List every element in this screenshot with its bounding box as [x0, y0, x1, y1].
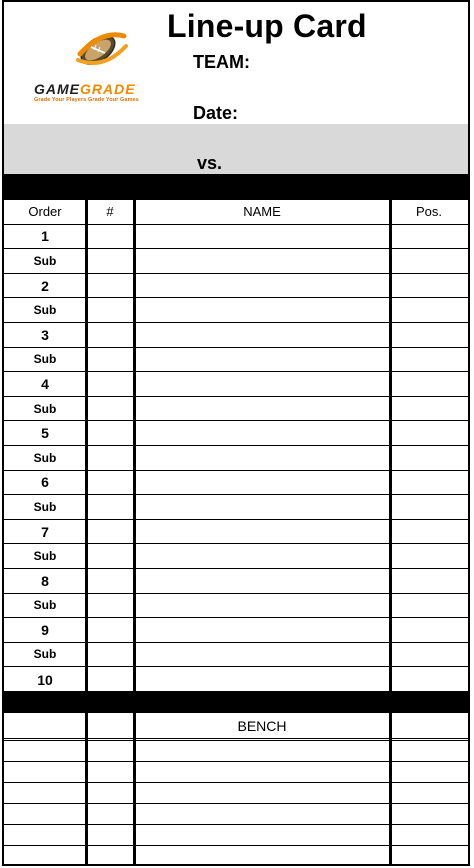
- header-divider: [4, 174, 468, 200]
- number-cell[interactable]: [86, 372, 134, 396]
- table-row: [4, 471, 468, 496]
- position-cell[interactable]: [390, 323, 468, 347]
- position-cell[interactable]: [390, 446, 468, 470]
- position-cell[interactable]: [390, 618, 468, 642]
- number-cell[interactable]: [86, 520, 134, 544]
- position-cell[interactable]: [390, 643, 468, 667]
- table-row: [4, 667, 468, 692]
- bench-row[interactable]: [4, 762, 468, 783]
- position-cell[interactable]: [390, 372, 468, 396]
- name-cell[interactable]: [134, 225, 390, 249]
- table-row: [4, 520, 468, 545]
- order-cell: Sub: [33, 499, 57, 514]
- number-cell[interactable]: [86, 323, 134, 347]
- col-header-position: Pos.: [415, 204, 442, 220]
- order-cell: Sub: [33, 647, 57, 662]
- name-cell[interactable]: [134, 446, 390, 470]
- table-row: [4, 569, 468, 594]
- name-cell[interactable]: [134, 544, 390, 568]
- name-cell[interactable]: [134, 520, 390, 544]
- lineup-table: [4, 200, 468, 692]
- order-cell: Sub: [33, 401, 57, 416]
- col-divider-number: [133, 200, 136, 691]
- bench-row[interactable]: [4, 741, 468, 762]
- number-cell[interactable]: [86, 421, 134, 445]
- bench-col-divider-1: [85, 713, 88, 866]
- order-cell: Sub: [33, 303, 57, 318]
- position-cell[interactable]: [390, 348, 468, 372]
- position-cell[interactable]: [390, 471, 468, 495]
- order-cell: 10: [37, 671, 53, 688]
- table-row: [4, 298, 468, 323]
- table-row: [4, 274, 468, 299]
- position-cell[interactable]: [390, 520, 468, 544]
- table-row: [4, 323, 468, 348]
- col-header-number: #: [106, 204, 114, 220]
- card-title: Line-up Card: [167, 8, 367, 44]
- table-row: [4, 495, 468, 520]
- number-cell[interactable]: [86, 569, 134, 593]
- table-row: [4, 643, 468, 668]
- bench-label: BENCH: [237, 717, 287, 734]
- table-row: [4, 372, 468, 397]
- table-row: [4, 397, 468, 422]
- number-cell[interactable]: [86, 249, 134, 273]
- bench-row[interactable]: [4, 846, 468, 867]
- bench-col-divider-3: [389, 713, 392, 866]
- table-row: [4, 249, 468, 274]
- bench-divider: [4, 691, 468, 713]
- name-cell[interactable]: [134, 569, 390, 593]
- number-cell[interactable]: [86, 348, 134, 372]
- order-cell: Sub: [33, 253, 57, 268]
- logo-tagline: Grade Your Players Grade Your Games: [34, 97, 139, 103]
- name-cell[interactable]: [134, 618, 390, 642]
- position-cell[interactable]: [390, 298, 468, 322]
- position-cell[interactable]: [390, 249, 468, 273]
- number-cell[interactable]: [86, 274, 134, 298]
- number-cell[interactable]: [86, 471, 134, 495]
- position-cell[interactable]: [390, 495, 468, 519]
- name-cell[interactable]: [134, 348, 390, 372]
- order-cell: Sub: [33, 352, 57, 367]
- col-header-order: Order: [28, 204, 62, 220]
- number-cell[interactable]: [86, 643, 134, 667]
- team-label: TEAM:: [193, 52, 250, 72]
- table-row: [4, 225, 468, 250]
- position-cell[interactable]: [390, 421, 468, 445]
- order-cell: 1: [41, 228, 49, 245]
- order-cell: 5: [41, 425, 49, 442]
- table-row: [4, 544, 468, 569]
- table-header-row: [4, 200, 468, 225]
- name-cell[interactable]: [134, 667, 390, 692]
- position-cell[interactable]: [390, 225, 468, 249]
- order-cell: Sub: [33, 598, 57, 613]
- bench-col-divider-2: [133, 713, 136, 866]
- order-cell: 7: [41, 523, 49, 540]
- bench-table: [4, 741, 468, 867]
- name-cell[interactable]: [134, 594, 390, 618]
- position-cell[interactable]: [390, 667, 468, 692]
- col-header-name: NAME: [243, 204, 281, 220]
- col-divider-order: [85, 200, 88, 691]
- number-cell[interactable]: [86, 298, 134, 322]
- order-cell: Sub: [33, 549, 57, 564]
- name-cell[interactable]: [134, 274, 390, 298]
- logo-wordmark: GAMEGRADE: [34, 81, 136, 97]
- name-cell[interactable]: [134, 249, 390, 273]
- position-cell[interactable]: [390, 544, 468, 568]
- number-cell[interactable]: [86, 446, 134, 470]
- name-cell[interactable]: [134, 471, 390, 495]
- order-cell: 2: [41, 277, 49, 294]
- date-label: Date:: [193, 103, 239, 123]
- order-cell: 9: [41, 621, 49, 638]
- order-cell: Sub: [33, 450, 57, 465]
- name-cell[interactable]: [134, 372, 390, 396]
- number-cell[interactable]: [86, 594, 134, 618]
- number-cell[interactable]: [86, 225, 134, 249]
- col-divider-name: [389, 200, 392, 691]
- table-row: [4, 618, 468, 643]
- order-cell: 6: [41, 474, 49, 491]
- position-cell[interactable]: [390, 569, 468, 593]
- number-cell[interactable]: [86, 618, 134, 642]
- name-cell[interactable]: [134, 421, 390, 445]
- position-cell[interactable]: [390, 594, 468, 618]
- football-icon: [74, 24, 134, 74]
- order-cell: 8: [41, 572, 49, 589]
- vs-band: [4, 124, 468, 174]
- number-cell[interactable]: [86, 544, 134, 568]
- vs-label: vs.: [197, 153, 223, 173]
- position-cell[interactable]: [390, 397, 468, 421]
- number-cell[interactable]: [86, 667, 134, 692]
- table-row: [4, 594, 468, 619]
- bench-row[interactable]: [4, 783, 468, 804]
- bench-row[interactable]: [4, 825, 468, 846]
- table-row: [4, 446, 468, 471]
- position-cell[interactable]: [390, 274, 468, 298]
- name-cell[interactable]: [134, 323, 390, 347]
- bench-row[interactable]: [4, 804, 468, 825]
- gamegrade-logo: [32, 24, 172, 104]
- table-row: [4, 421, 468, 446]
- order-cell: 3: [41, 326, 49, 343]
- number-cell[interactable]: [86, 397, 134, 421]
- number-cell[interactable]: [86, 495, 134, 519]
- order-cell: 4: [41, 375, 49, 392]
- name-cell[interactable]: [134, 397, 390, 421]
- name-cell[interactable]: [134, 643, 390, 667]
- bench-header-row: [4, 713, 468, 741]
- name-cell[interactable]: [134, 298, 390, 322]
- name-cell[interactable]: [134, 495, 390, 519]
- lineup-card: [2, 0, 470, 866]
- table-row: [4, 348, 468, 373]
